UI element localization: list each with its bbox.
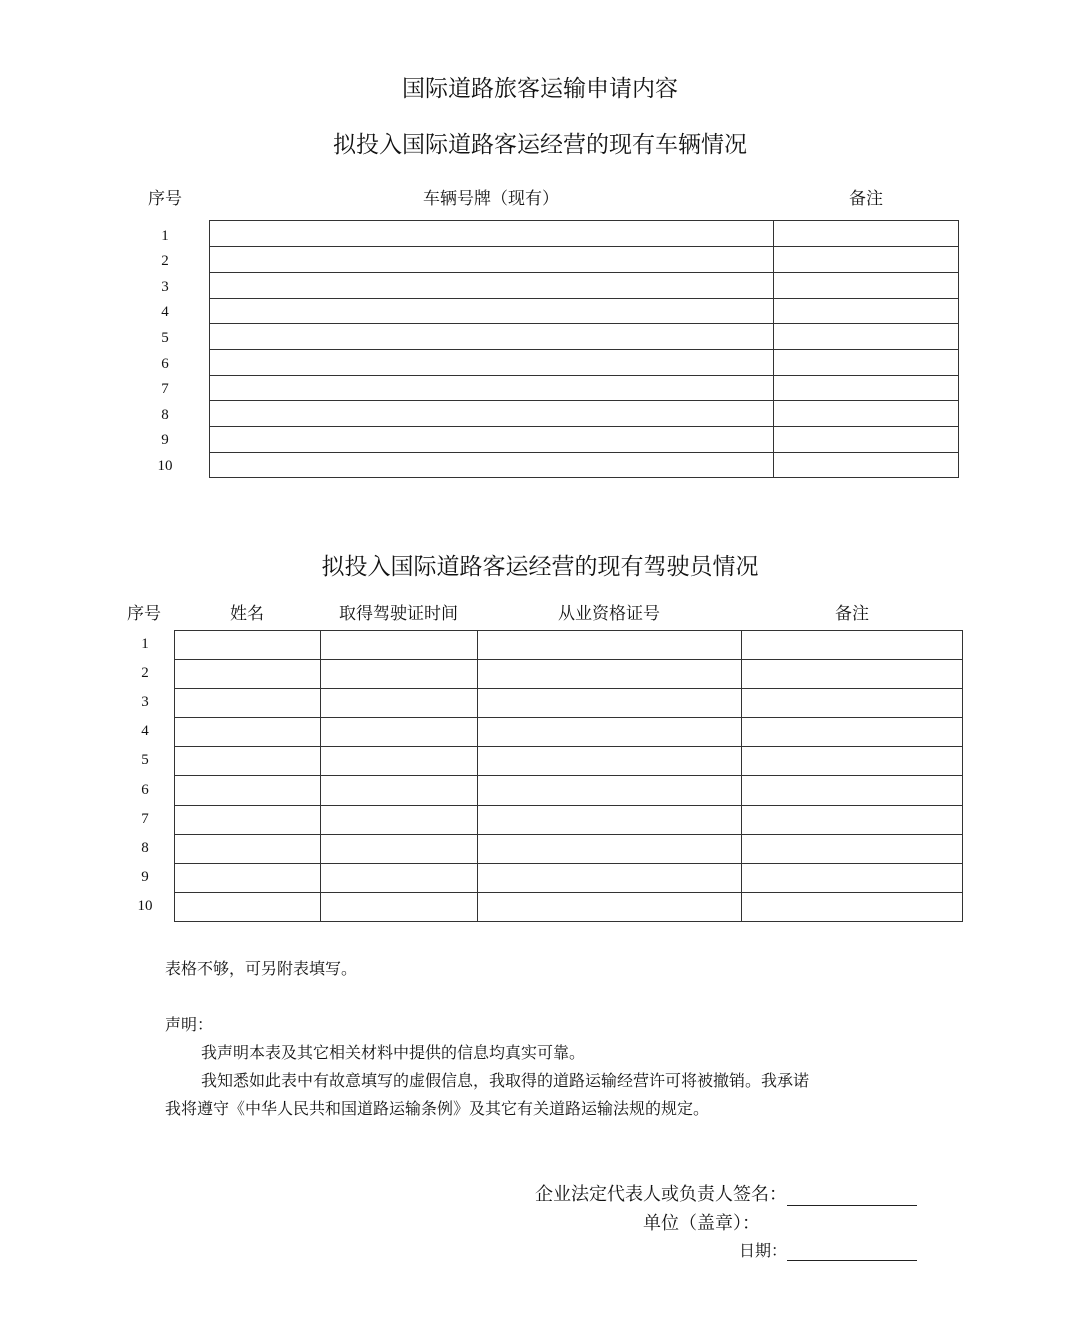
date-row [739, 1238, 917, 1261]
document-title: 国际道路旅客运输申请内容 [402, 76, 678, 102]
table-note: 表格不够，可另附表填写。 [165, 959, 358, 978]
vehicles-row-number: 3 [161, 279, 169, 295]
vehicles-header-plate: 车辆号牌（现有） [423, 189, 559, 209]
drivers-row-number: 3 [141, 694, 149, 710]
drivers-row-number: 2 [141, 665, 149, 681]
drivers-section-title: 拟投入国际道路客运经营的现有驾驶员情况 [321, 554, 759, 580]
representative-signature-row [535, 1180, 917, 1206]
drivers-header-remark: 备注 [835, 604, 869, 624]
representative-signature-label: 企业法定代表人或负责人签名： [535, 1184, 787, 1205]
drivers-row-number: 8 [141, 840, 149, 856]
vehicles-row-number: 1 [161, 228, 169, 244]
vehicles-header-remark: 备注 [849, 189, 883, 209]
vehicles-row-number: 4 [161, 304, 169, 320]
drivers-header-license-date: 取得驾驶证时间 [339, 604, 458, 624]
vehicles-header-seq: 序号 [148, 189, 182, 209]
vehicles-row-number: 8 [161, 407, 169, 423]
declaration-line-3: 我将遵守《中华人民共和国道路运输条例》及其它有关道路运输法规的规定。 [165, 1099, 710, 1118]
vehicles-row-number: 2 [161, 253, 169, 269]
vehicles-row-number: 9 [161, 432, 169, 448]
vehicles-row-number: 5 [161, 330, 169, 346]
vehicles-table [209, 220, 959, 478]
drivers-row-number: 10 [137, 898, 153, 914]
drivers-header-name: 姓名 [230, 604, 264, 624]
drivers-row-number: 9 [141, 869, 149, 885]
vehicles-row-number: 6 [161, 356, 169, 372]
drivers-row-number: 1 [141, 636, 149, 652]
date-label: 日期： [738, 1241, 787, 1260]
drivers-row-number: 4 [141, 723, 149, 739]
drivers-table [174, 630, 963, 922]
declaration-line-1: 我声明本表及其它相关材料中提供的信息均真实可靠。 [201, 1043, 586, 1062]
declaration-label: 声明： [165, 1015, 214, 1034]
representative-signature-blank[interactable] [787, 1187, 917, 1206]
drivers-header-qualification-no: 从业资格证号 [558, 604, 660, 624]
unit-seal-label: 单位（盖章）： [643, 1213, 760, 1234]
drivers-row-number: 6 [141, 782, 149, 798]
drivers-header-seq: 序号 [127, 604, 161, 624]
vehicles-row-number: 7 [161, 381, 169, 397]
drivers-row-number: 7 [141, 811, 149, 827]
date-blank[interactable] [787, 1242, 917, 1261]
drivers-row-number: 5 [141, 752, 149, 768]
declaration-line-2: 我知悉如此表中有故意填写的虚假信息，我取得的道路运输经营许可将被撤销。我承诺 [201, 1071, 810, 1090]
vehicles-row-number: 10 [157, 458, 173, 474]
vehicles-section-title: 拟投入国际道路客运经营的现有车辆情况 [333, 132, 747, 158]
